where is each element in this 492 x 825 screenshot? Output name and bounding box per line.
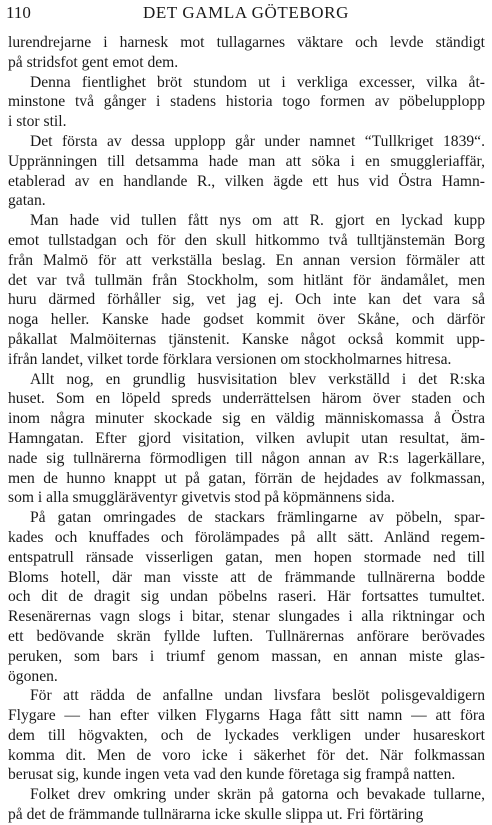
text-line: Man hade vid tullen fått nys om att R. gjort en lyckad kupp xyxy=(30,212,485,230)
text-line: Folket drev omkring under skrän på gatorna och bevakade tullarne, xyxy=(30,786,485,804)
text-line: påkallat Malmöiternas tjänstenit. Kanske något också kommit upp- xyxy=(8,330,485,348)
text-line: huset. Som en löpeld spreds underrättelsen härom över staden och xyxy=(8,390,485,408)
text-line: Denna fientlighet bröt stundom ut i verkliga excesser, vilka åt- xyxy=(30,73,485,91)
text-line: nade sig tullnärerna förmodligen till någon annan av R:s lagerkällare, xyxy=(8,449,485,467)
text-line: Allt nog, en grundlig husvisitation blev verkställd i det R:ska xyxy=(30,370,485,388)
body-text xyxy=(8,33,485,825)
text-line: För att rädda de anfallne undan livsfara beslöt polisgevaldigern xyxy=(30,687,485,705)
text-line: men de hunno knappt ut på gatan, förrän de hejdades av folkmassan, xyxy=(8,469,485,487)
text-line: etablerad av en handlande R., vilken ägde ett hus vid Östra Hamn- xyxy=(8,172,485,190)
text-line: noga heller. Kanske hade godset kommit över Skåne, och därför xyxy=(8,311,485,329)
paragraph xyxy=(8,508,485,686)
text-line: det var två tullmän från Stockholm, som hitlänt för ändamålet, men xyxy=(8,271,485,289)
text-line: inom några minuter skockade sig en väldig människomassa å Östra xyxy=(8,410,485,428)
text-line: Resenärernas vagn slogs i bitar, stenar slungades i alla riktningar och xyxy=(8,608,485,626)
paragraph xyxy=(8,370,485,509)
paragraph xyxy=(8,211,485,369)
text-line: som i alla smuggläräventyr givetvis stod på köpmännens sida. xyxy=(8,489,395,507)
paragraph xyxy=(8,73,485,132)
text-line: minstone två gånger i stadens historia togo formen av pöbelupplopp xyxy=(8,93,485,111)
text-line: emot tullstadgan och för den skull hitkommo två tulltjänstemän Borg xyxy=(8,231,485,249)
text-line: på stridsfot gent emot dem. xyxy=(8,53,179,71)
text-line: från Malmö för att verkställa beslag. En annan version förmäler att xyxy=(8,251,485,269)
text-line: ett bedövande skrän fyllde luften. Tullnärernas anförare berövades xyxy=(8,627,485,645)
running-title: DET GAMLA GÖTEBORG xyxy=(143,3,349,22)
text-line: På gatan omringades de stackars främlingarne av pöbeln, spar- xyxy=(30,509,485,527)
text-line: på det de främmande tullnärarna icke skulle slippa ut. Fri förtäring xyxy=(8,806,424,824)
text-line: Det första av dessa upplopp går under namnet “Tullkriget 1839“. xyxy=(30,132,485,150)
text-line: huru därmed förhåller sig, vet jag ej. Och inte kan det vara så xyxy=(8,291,485,309)
text-line: i stor stil. xyxy=(8,113,67,131)
text-line: lurendrejarne i harnesk mot tullagarnes väktare och levde ständigt xyxy=(8,34,485,51)
text-line: gatan. xyxy=(8,192,46,210)
text-line: Bloms hotell, där man visste att de främmande tullnärerna bodde xyxy=(8,568,485,586)
text-line: Flygare — han efter vilken Flygarns Haga fått sitt namn — att föra xyxy=(8,707,485,725)
text-line: och dit de dragit sig undan pöbelns raseri. Här fortsattes tumultet. xyxy=(8,588,485,606)
text-line: ögonen. xyxy=(8,667,58,685)
text-line: entspatrull ränsade visserligen gatan, men hopen stormade ned till xyxy=(8,548,485,566)
text-line: Hamngatan. Efter gjord visitation, vilken avlupit utan resultat, äm- xyxy=(8,429,485,447)
text-line: peruken, som bars i triumf genom massan, en annan miste glas- xyxy=(8,647,485,665)
text-line: komma dit. Men de voro icke i säkerhet för det. När folkmassan xyxy=(8,746,485,764)
paragraph xyxy=(8,33,485,73)
text-line: kades och knuffades och förolämpades på allt sätt. Anländ regem- xyxy=(8,528,485,546)
text-line: ifrån landet, vilket torde förklara versionen om stockholmarnes hitresa. xyxy=(8,350,452,368)
text-line: dem till högvakten, och de lyckades verkligen under husareskort xyxy=(8,726,485,744)
paragraph xyxy=(8,132,485,211)
page-header xyxy=(6,0,486,26)
page-number: 110 xyxy=(6,3,31,22)
paragraph xyxy=(8,785,485,825)
text-line: Uppränningen till detsamma hade man att söka i en smuggleriaffär, xyxy=(8,152,485,170)
paragraph xyxy=(8,686,485,785)
text-line: berusat sig, kunde ingen veta vad den kunde företaga sig frampå natten. xyxy=(8,766,456,784)
